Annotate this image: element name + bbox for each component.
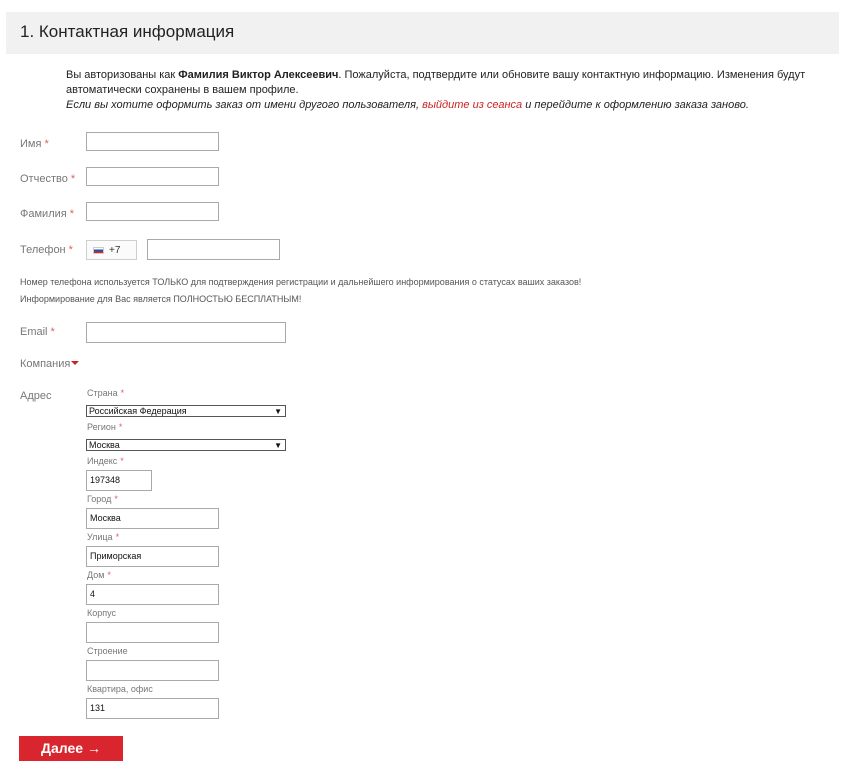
intro-suffix: . Пожалуйста, подтвердите или обновите вашу контактную информацию. Изменения будут автоматически сохранены в вашем профиле. (66, 69, 806, 96)
country-select[interactable] (86, 405, 286, 417)
region-select-value: Москва (89, 440, 120, 450)
region-select[interactable] (86, 439, 286, 451)
company-toggle[interactable] (20, 358, 79, 370)
last-name-label: Фамилия * (20, 208, 74, 220)
first-name-label: Имя * (20, 138, 49, 150)
city-input[interactable]: Москва (86, 508, 219, 529)
required-mark: * (69, 208, 74, 220)
required-mark: * (68, 244, 73, 256)
required-mark: * (44, 138, 49, 150)
user-name: Фамилия Виктор Алексеевич (178, 69, 339, 81)
next-button[interactable]: Далее → (19, 736, 123, 761)
apartment-input[interactable]: 131 (86, 698, 219, 719)
triangle-down-icon: ▼ (274, 441, 282, 450)
phone-label: Телефон * (20, 244, 73, 256)
country-select-value: Российская Федерация (89, 406, 187, 416)
intro-text (66, 68, 826, 113)
country-label: Страна * (87, 388, 125, 398)
phone-note: Номер телефона используется ТОЛЬКО для подтверждения регистрации и дальнейшего информирования о статусах ваших заказов! (20, 277, 582, 287)
required-mark: * (70, 173, 76, 185)
building-input[interactable] (86, 622, 219, 643)
apartment-label: Квартира, офис (87, 684, 153, 694)
structure-label: Строение (87, 646, 128, 656)
intro-line2-prefix: Если вы хотите оформить заказ от имени другого пользователя, (66, 99, 423, 111)
house-input[interactable]: 4 (86, 584, 219, 605)
phone-free-note: Информирование для Вас является ПОЛНОСТЬЮ БЕСПЛАТНЫМ! (20, 294, 302, 304)
logout-link[interactable]: выйдите из сеанса (422, 99, 523, 111)
intro-prefix: Вы авторизованы как (66, 69, 179, 81)
russia-flag-icon (93, 247, 104, 254)
phone-input[interactable] (147, 239, 280, 260)
last-name-input[interactable] (86, 202, 219, 221)
section-title: 1. Контактная информация (20, 22, 235, 41)
address-label: Адрес (20, 390, 52, 402)
email-input[interactable] (86, 322, 286, 343)
house-label: Дом * (87, 570, 111, 580)
city-label: Город * (87, 494, 118, 504)
region-label: Регион * (87, 422, 123, 432)
section-header (6, 12, 839, 54)
phone-country-selector[interactable] (86, 240, 137, 260)
first-name-input[interactable] (86, 132, 219, 151)
required-mark: * (120, 388, 125, 398)
zip-input[interactable]: 197348 (86, 470, 152, 491)
intro-line-2 (66, 98, 826, 113)
street-input[interactable]: Приморская (86, 546, 219, 567)
triangle-down-icon: ▼ (274, 407, 282, 416)
zip-label: Индекс * (87, 456, 124, 466)
required-mark: * (107, 570, 111, 580)
required-mark: * (118, 422, 123, 432)
required-mark: * (120, 456, 124, 466)
company-toggle-label: Компания (20, 358, 71, 370)
building-label: Корпус (87, 608, 117, 618)
intro-line2-suffix: и перейдите к оформлению заказа заново. (522, 99, 749, 111)
caret-down-icon (71, 361, 79, 365)
required-mark: * (115, 532, 120, 542)
required-mark: * (114, 494, 118, 504)
patronymic-label: Отчество * (20, 173, 76, 185)
required-mark: * (50, 326, 55, 338)
patronymic-input[interactable] (86, 167, 219, 186)
email-label: Email * (20, 326, 55, 338)
intro-line-1 (66, 68, 826, 98)
street-label: Улица * (87, 532, 120, 542)
phone-country-code: +7 (109, 245, 121, 256)
structure-input[interactable] (86, 660, 219, 681)
